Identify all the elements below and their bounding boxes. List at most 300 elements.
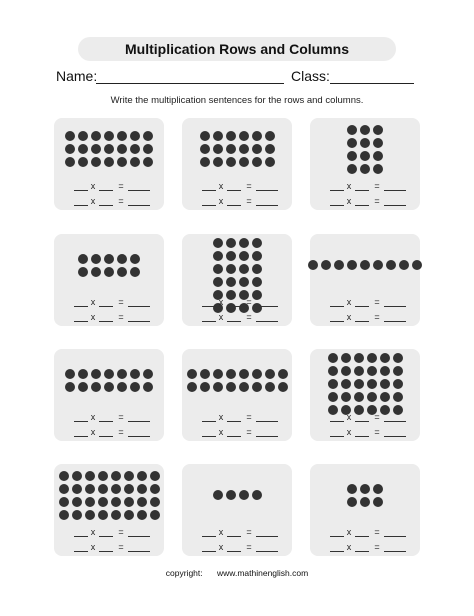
dot: [72, 484, 82, 494]
factor-blank[interactable]: [74, 321, 88, 322]
times-symbol: x: [346, 312, 352, 322]
times-symbol: x: [218, 542, 224, 552]
dot: [347, 484, 357, 494]
dot: [360, 497, 370, 507]
multiplication-sentence: [54, 196, 164, 210]
equals-symbol: =: [246, 427, 252, 437]
factor-blank[interactable]: [330, 205, 344, 206]
dot: [78, 267, 88, 277]
dot-array: [54, 234, 164, 294]
dot: [104, 131, 114, 141]
dot: [59, 497, 69, 507]
multiplication-sentence: [310, 527, 420, 541]
multiplication-sentence: [182, 297, 292, 311]
factor-blank[interactable]: [227, 190, 241, 191]
dot: [213, 382, 223, 392]
factor-blank[interactable]: [74, 551, 88, 552]
dot: [226, 382, 236, 392]
dot: [334, 260, 344, 270]
dot-array: [310, 118, 420, 178]
dot: [78, 157, 88, 167]
product-blank[interactable]: [384, 321, 406, 322]
dot: [124, 484, 134, 494]
dot: [321, 260, 331, 270]
dot-array: [182, 234, 292, 294]
product-blank[interactable]: [128, 536, 150, 537]
product-blank[interactable]: [128, 306, 150, 307]
factor-blank[interactable]: [99, 551, 113, 552]
times-symbol: x: [218, 297, 224, 307]
dot: [226, 264, 236, 274]
product-blank[interactable]: [384, 306, 406, 307]
dot-array: [310, 234, 420, 294]
product-blank[interactable]: [256, 551, 278, 552]
dot: [200, 144, 210, 154]
dot: [341, 392, 351, 402]
factor-blank[interactable]: [330, 321, 344, 322]
dot: [328, 353, 338, 363]
array-card: [310, 234, 420, 326]
dot: [226, 369, 236, 379]
dot: [130, 382, 140, 392]
factor-blank[interactable]: [74, 436, 88, 437]
product-blank[interactable]: [384, 436, 406, 437]
dot: [213, 264, 223, 274]
multiplication-sentence: [310, 412, 420, 426]
website-link[interactable]: www.mathinenglish.com: [217, 568, 309, 578]
dot: [117, 131, 127, 141]
dot: [373, 260, 383, 270]
dot: [91, 144, 101, 154]
dot: [354, 379, 364, 389]
dot: [239, 382, 249, 392]
dot: [328, 392, 338, 402]
dot: [124, 497, 134, 507]
dot: [78, 131, 88, 141]
dot: [200, 131, 210, 141]
dot: [117, 267, 127, 277]
dot: [85, 471, 95, 481]
dot: [308, 260, 318, 270]
dot: [252, 251, 262, 261]
dot: [226, 131, 236, 141]
equals-symbol: =: [374, 527, 380, 537]
dot: [78, 369, 88, 379]
times-symbol: x: [346, 181, 352, 191]
dot: [78, 382, 88, 392]
dot: [150, 510, 160, 520]
factor-blank[interactable]: [99, 536, 113, 537]
dot: [328, 379, 338, 389]
dot: [278, 369, 288, 379]
equals-symbol: =: [118, 542, 124, 552]
dot: [213, 251, 223, 261]
dot: [137, 471, 147, 481]
dot: [373, 484, 383, 494]
product-blank[interactable]: [384, 551, 406, 552]
product-blank[interactable]: [128, 321, 150, 322]
dot: [373, 497, 383, 507]
multiplication-sentence: [54, 312, 164, 326]
dot: [117, 382, 127, 392]
dot: [226, 238, 236, 248]
dot: [373, 164, 383, 174]
product-blank[interactable]: [384, 421, 406, 422]
factor-blank[interactable]: [202, 306, 216, 307]
dot: [78, 254, 88, 264]
dot: [393, 366, 403, 376]
dot: [143, 144, 153, 154]
factor-blank[interactable]: [227, 205, 241, 206]
factor-blank[interactable]: [74, 306, 88, 307]
times-symbol: x: [346, 297, 352, 307]
factor-blank[interactable]: [99, 306, 113, 307]
product-blank[interactable]: [384, 205, 406, 206]
dot-array: [182, 464, 292, 524]
dot: [143, 157, 153, 167]
factor-blank[interactable]: [227, 436, 241, 437]
dot: [137, 497, 147, 507]
factor-blank[interactable]: [202, 536, 216, 537]
dot: [150, 484, 160, 494]
dot: [117, 254, 127, 264]
factor-blank[interactable]: [74, 190, 88, 191]
dot: [104, 144, 114, 154]
dot: [65, 131, 75, 141]
product-blank[interactable]: [128, 421, 150, 422]
factor-blank[interactable]: [202, 190, 216, 191]
product-blank[interactable]: [128, 205, 150, 206]
factor-blank[interactable]: [330, 536, 344, 537]
equals-symbol: =: [118, 527, 124, 537]
dot: [373, 151, 383, 161]
footer: [0, 568, 474, 578]
equals-symbol: =: [374, 412, 380, 422]
factor-blank[interactable]: [227, 536, 241, 537]
dot: [98, 497, 108, 507]
product-blank[interactable]: [256, 421, 278, 422]
factor-blank[interactable]: [202, 436, 216, 437]
times-symbol: x: [218, 412, 224, 422]
factor-blank[interactable]: [74, 421, 88, 422]
dot: [347, 260, 357, 270]
times-symbol: x: [90, 542, 96, 552]
array-card: [54, 118, 164, 210]
dot: [213, 144, 223, 154]
dot-array: [182, 118, 292, 178]
dot: [265, 157, 275, 167]
dot: [59, 484, 69, 494]
equals-symbol: =: [118, 312, 124, 322]
dot: [104, 157, 114, 167]
array-card: [182, 464, 292, 556]
product-blank[interactable]: [256, 321, 278, 322]
factor-blank[interactable]: [202, 205, 216, 206]
equals-symbol: =: [246, 412, 252, 422]
equals-symbol: =: [374, 542, 380, 552]
product-blank[interactable]: [256, 306, 278, 307]
dot: [354, 366, 364, 376]
equals-symbol: =: [246, 196, 252, 206]
factor-blank[interactable]: [202, 321, 216, 322]
dot: [341, 366, 351, 376]
equals-symbol: =: [246, 542, 252, 552]
dot: [239, 251, 249, 261]
dot: [213, 490, 223, 500]
dot: [213, 369, 223, 379]
dot: [91, 131, 101, 141]
dot: [137, 510, 147, 520]
equals-symbol: =: [374, 427, 380, 437]
dot: [226, 251, 236, 261]
dot: [104, 254, 114, 264]
array-card: [182, 118, 292, 210]
dot: [252, 490, 262, 500]
dot: [239, 157, 249, 167]
dot: [65, 144, 75, 154]
equals-symbol: =: [374, 312, 380, 322]
dot: [360, 125, 370, 135]
product-blank[interactable]: [384, 536, 406, 537]
multiplication-sentence: [310, 542, 420, 556]
array-card: [182, 234, 292, 326]
dot: [213, 277, 223, 287]
dot: [347, 497, 357, 507]
product-blank[interactable]: [256, 205, 278, 206]
dot: [111, 471, 121, 481]
times-symbol: x: [346, 412, 352, 422]
dot-array: [310, 349, 420, 409]
dot: [65, 369, 75, 379]
dot: [380, 379, 390, 389]
name-label: Name:: [56, 68, 98, 84]
equals-symbol: =: [118, 412, 124, 422]
factor-blank[interactable]: [330, 436, 344, 437]
product-blank[interactable]: [128, 436, 150, 437]
dot: [393, 379, 403, 389]
dot: [104, 382, 114, 392]
multiplication-sentence: [54, 412, 164, 426]
dot: [252, 382, 262, 392]
times-symbol: x: [218, 196, 224, 206]
array-card: [310, 464, 420, 556]
factor-blank[interactable]: [330, 421, 344, 422]
times-symbol: x: [218, 181, 224, 191]
dot: [367, 353, 377, 363]
factor-blank[interactable]: [202, 551, 216, 552]
dot: [91, 382, 101, 392]
multiplication-sentence: [310, 312, 420, 326]
factor-blank[interactable]: [355, 421, 369, 422]
dot: [360, 151, 370, 161]
dot: [213, 157, 223, 167]
instruction-text: Write the multiplication sentences for the rows and columns.: [110, 95, 364, 106]
times-symbol: x: [90, 427, 96, 437]
factor-blank[interactable]: [74, 205, 88, 206]
dot: [72, 497, 82, 507]
dot: [85, 484, 95, 494]
factor-blank[interactable]: [330, 306, 344, 307]
dot: [143, 382, 153, 392]
dot: [239, 264, 249, 274]
times-symbol: x: [218, 427, 224, 437]
dot: [226, 277, 236, 287]
times-symbol: x: [90, 297, 96, 307]
dot: [373, 138, 383, 148]
dot: [239, 277, 249, 287]
factor-blank[interactable]: [355, 306, 369, 307]
array-card: [310, 118, 420, 210]
multiplication-sentence: [54, 427, 164, 441]
factor-blank[interactable]: [355, 536, 369, 537]
dot: [265, 369, 275, 379]
dot: [252, 369, 262, 379]
times-symbol: x: [90, 312, 96, 322]
dot: [137, 484, 147, 494]
dot: [367, 366, 377, 376]
product-blank[interactable]: [256, 190, 278, 191]
dot: [341, 353, 351, 363]
dot-array: [310, 464, 420, 524]
times-symbol: x: [218, 312, 224, 322]
dot: [117, 157, 127, 167]
dot: [130, 254, 140, 264]
factor-blank[interactable]: [330, 551, 344, 552]
multiplication-sentence: [54, 181, 164, 195]
array-card: [310, 349, 420, 441]
factor-blank[interactable]: [74, 536, 88, 537]
dot: [72, 510, 82, 520]
factor-blank[interactable]: [99, 421, 113, 422]
dot: [347, 151, 357, 161]
dot-array: [54, 464, 164, 524]
product-blank[interactable]: [128, 551, 150, 552]
dot: [367, 392, 377, 402]
equals-symbol: =: [374, 181, 380, 191]
times-symbol: x: [90, 181, 96, 191]
multiplication-sentence: [54, 297, 164, 311]
dot: [78, 144, 88, 154]
dot: [124, 471, 134, 481]
factor-blank[interactable]: [99, 436, 113, 437]
equals-symbol: =: [118, 427, 124, 437]
dot: [98, 510, 108, 520]
factor-blank[interactable]: [99, 190, 113, 191]
product-blank[interactable]: [128, 190, 150, 191]
product-blank[interactable]: [256, 436, 278, 437]
dot: [130, 131, 140, 141]
dot: [150, 471, 160, 481]
dot: [91, 157, 101, 167]
dot: [59, 471, 69, 481]
dot: [252, 157, 262, 167]
dot: [239, 144, 249, 154]
equals-symbol: =: [246, 297, 252, 307]
dot: [111, 484, 121, 494]
times-symbol: x: [90, 412, 96, 422]
dot: [386, 260, 396, 270]
multiplication-sentence: [182, 542, 292, 556]
dot: [380, 366, 390, 376]
dot: [213, 131, 223, 141]
dot: [347, 125, 357, 135]
dot: [117, 369, 127, 379]
factor-blank[interactable]: [99, 321, 113, 322]
dot: [91, 369, 101, 379]
dot: [360, 164, 370, 174]
name-field-line[interactable]: [96, 83, 284, 84]
equals-symbol: =: [246, 312, 252, 322]
product-blank[interactable]: [256, 536, 278, 537]
dot: [130, 267, 140, 277]
factor-blank[interactable]: [99, 205, 113, 206]
dot: [239, 490, 249, 500]
dot: [373, 125, 383, 135]
dot: [239, 369, 249, 379]
equals-symbol: =: [118, 196, 124, 206]
factor-blank[interactable]: [330, 190, 344, 191]
factor-blank[interactable]: [227, 306, 241, 307]
dot: [226, 490, 236, 500]
class-field-line[interactable]: [330, 83, 414, 84]
worksheet-title: Multiplication Rows and Columns: [78, 37, 396, 61]
multiplication-sentence: [182, 181, 292, 195]
equals-symbol: =: [374, 196, 380, 206]
copyright-label: copyright:: [165, 568, 203, 578]
dot: [200, 382, 210, 392]
dot: [265, 382, 275, 392]
dot: [85, 510, 95, 520]
dot: [98, 471, 108, 481]
name-class-row: [56, 68, 426, 88]
dot: [239, 131, 249, 141]
dot: [200, 369, 210, 379]
product-blank[interactable]: [384, 190, 406, 191]
factor-blank[interactable]: [227, 421, 241, 422]
factor-blank[interactable]: [355, 190, 369, 191]
factor-blank[interactable]: [355, 551, 369, 552]
dot: [111, 510, 121, 520]
dot: [130, 157, 140, 167]
factor-blank[interactable]: [202, 421, 216, 422]
dot: [354, 353, 364, 363]
dot: [213, 238, 223, 248]
times-symbol: x: [90, 196, 96, 206]
dot: [59, 510, 69, 520]
dot: [367, 379, 377, 389]
multiplication-sentence: [310, 196, 420, 210]
dot: [252, 277, 262, 287]
equals-symbol: =: [246, 181, 252, 191]
dot: [187, 382, 197, 392]
dot: [360, 138, 370, 148]
multiplication-sentence: [182, 196, 292, 210]
factor-blank[interactable]: [355, 436, 369, 437]
times-symbol: x: [346, 196, 352, 206]
dot: [252, 264, 262, 274]
factor-blank[interactable]: [355, 205, 369, 206]
dot: [143, 131, 153, 141]
factor-blank[interactable]: [227, 321, 241, 322]
dot: [380, 392, 390, 402]
factor-blank[interactable]: [355, 321, 369, 322]
factor-blank[interactable]: [227, 551, 241, 552]
dot: [98, 484, 108, 494]
times-symbol: x: [346, 427, 352, 437]
dot: [412, 260, 422, 270]
dot: [104, 369, 114, 379]
dot: [393, 353, 403, 363]
